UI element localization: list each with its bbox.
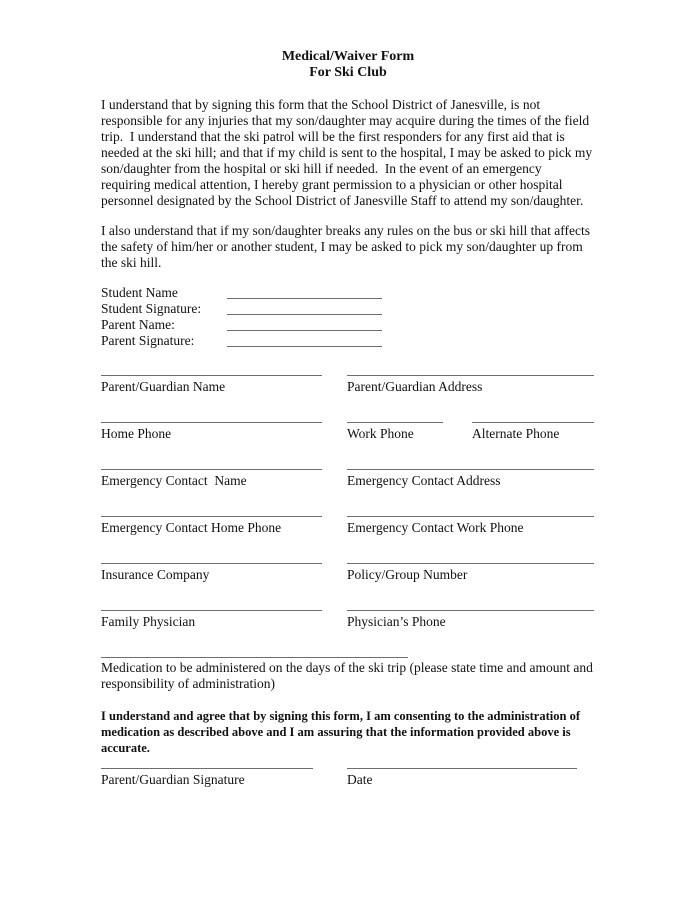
home-phone-field bbox=[101, 422, 322, 469]
physician-phone-field bbox=[347, 610, 594, 657]
emergency-contact-address-label: Emergency Contact Address bbox=[347, 473, 501, 488]
alternate-phone-label: Alternate Phone bbox=[472, 426, 560, 441]
parent-signature-line[interactable] bbox=[227, 333, 382, 347]
emergency-contact-name-label: Emergency Contact Name bbox=[101, 473, 247, 488]
table-row bbox=[101, 610, 594, 657]
alternate-phone-field bbox=[472, 422, 594, 469]
signature-row bbox=[101, 768, 594, 788]
student-signature-line[interactable] bbox=[227, 301, 382, 315]
work-phone-field bbox=[347, 422, 443, 469]
emergency-contact-address-field bbox=[347, 469, 594, 516]
table-row bbox=[101, 516, 594, 563]
form-title bbox=[0, 0, 696, 81]
student-name-label: Student Name bbox=[101, 285, 178, 300]
policy-group-number-field bbox=[347, 563, 594, 610]
parent-name-line[interactable] bbox=[227, 317, 382, 331]
parent-guardian-address-label: Parent/Guardian Address bbox=[347, 379, 483, 394]
date-label: Date bbox=[347, 772, 373, 787]
table-row bbox=[101, 563, 594, 610]
parent-signature-row bbox=[101, 333, 594, 349]
emergency-contact-name-field bbox=[101, 469, 322, 516]
parent-guardian-address-field bbox=[347, 375, 594, 422]
parent-guardian-signature-field bbox=[101, 768, 313, 788]
rules-paragraph: I also understand that if my son/daughter breaks any rules on the bus or ski hill that affects the safety of him/her or another student, I may be asked to pick my son/daughter up from the ski hill. bbox=[101, 223, 594, 270]
insurance-company-field bbox=[101, 563, 322, 610]
medication-label: Medication to be administered on the days of the ski trip (please state time and amount and responsibility of administration) bbox=[101, 660, 597, 691]
student-signature-label: Student Signature: bbox=[101, 301, 202, 316]
student-fields-block bbox=[101, 285, 594, 349]
emergency-contact-work-phone-field bbox=[347, 516, 594, 563]
emergency-contact-home-phone-field bbox=[101, 516, 322, 563]
family-physician-label: Family Physician bbox=[101, 614, 196, 629]
liability-paragraph: I understand that by signing this form that the School District of Janesville, is not responsible for any injuries that my son/daughter may acquire during the times of the field trip. I understand that the ski patrol will be the first responders for any first aid that is needed at the ski hill; and that if my child is sent to the hospital, I may be asked to pick my son/daughter from the hospital or ski hill if needed. In the event of an emergency requiring medical attention, I hereby grant permission to a physician or other hospital personnel designated by the School District of Janesville Staff to attend my son/daughter. bbox=[101, 97, 596, 208]
student-name-line[interactable] bbox=[227, 285, 382, 299]
parent-guardian-signature-label: Parent/Guardian Signature bbox=[101, 772, 245, 787]
contact-fields-grid bbox=[101, 375, 594, 657]
form-body bbox=[101, 97, 597, 788]
form-title-line2: For Ski Club bbox=[309, 65, 387, 80]
emergency-contact-work-phone-label: Emergency Contact Work Phone bbox=[347, 520, 524, 535]
parent-guardian-name-field bbox=[101, 375, 322, 422]
table-row bbox=[101, 375, 594, 422]
emergency-contact-home-phone-label: Emergency Contact Home Phone bbox=[101, 520, 282, 535]
medication-consent-text: I understand and agree that by signing this form, I am consenting to the administration of medication as described above and I am assuring that the information provided above is accurate. bbox=[101, 709, 584, 755]
student-signature-row bbox=[101, 301, 594, 317]
parent-signature-label: Parent Signature: bbox=[101, 333, 195, 348]
student-name-row bbox=[101, 285, 594, 301]
work-phone-label: Work Phone bbox=[347, 426, 414, 441]
medication-section bbox=[101, 657, 597, 756]
form-title-line1: Medical/Waiver Form bbox=[281, 49, 415, 64]
insurance-company-label: Insurance Company bbox=[101, 567, 210, 582]
parent-guardian-name-label: Parent/Guardian Name bbox=[101, 379, 226, 394]
parent-name-row bbox=[101, 317, 594, 333]
family-physician-field bbox=[101, 610, 322, 657]
physician-phone-label: Physician’s Phone bbox=[347, 614, 446, 629]
date-field bbox=[347, 768, 577, 788]
home-phone-label: Home Phone bbox=[101, 426, 172, 441]
parent-name-label: Parent Name: bbox=[101, 317, 175, 332]
table-row bbox=[101, 422, 594, 469]
policy-group-number-label: Policy/Group Number bbox=[347, 567, 468, 582]
table-row bbox=[101, 469, 594, 516]
work-alternate-phone-fields bbox=[347, 422, 594, 469]
